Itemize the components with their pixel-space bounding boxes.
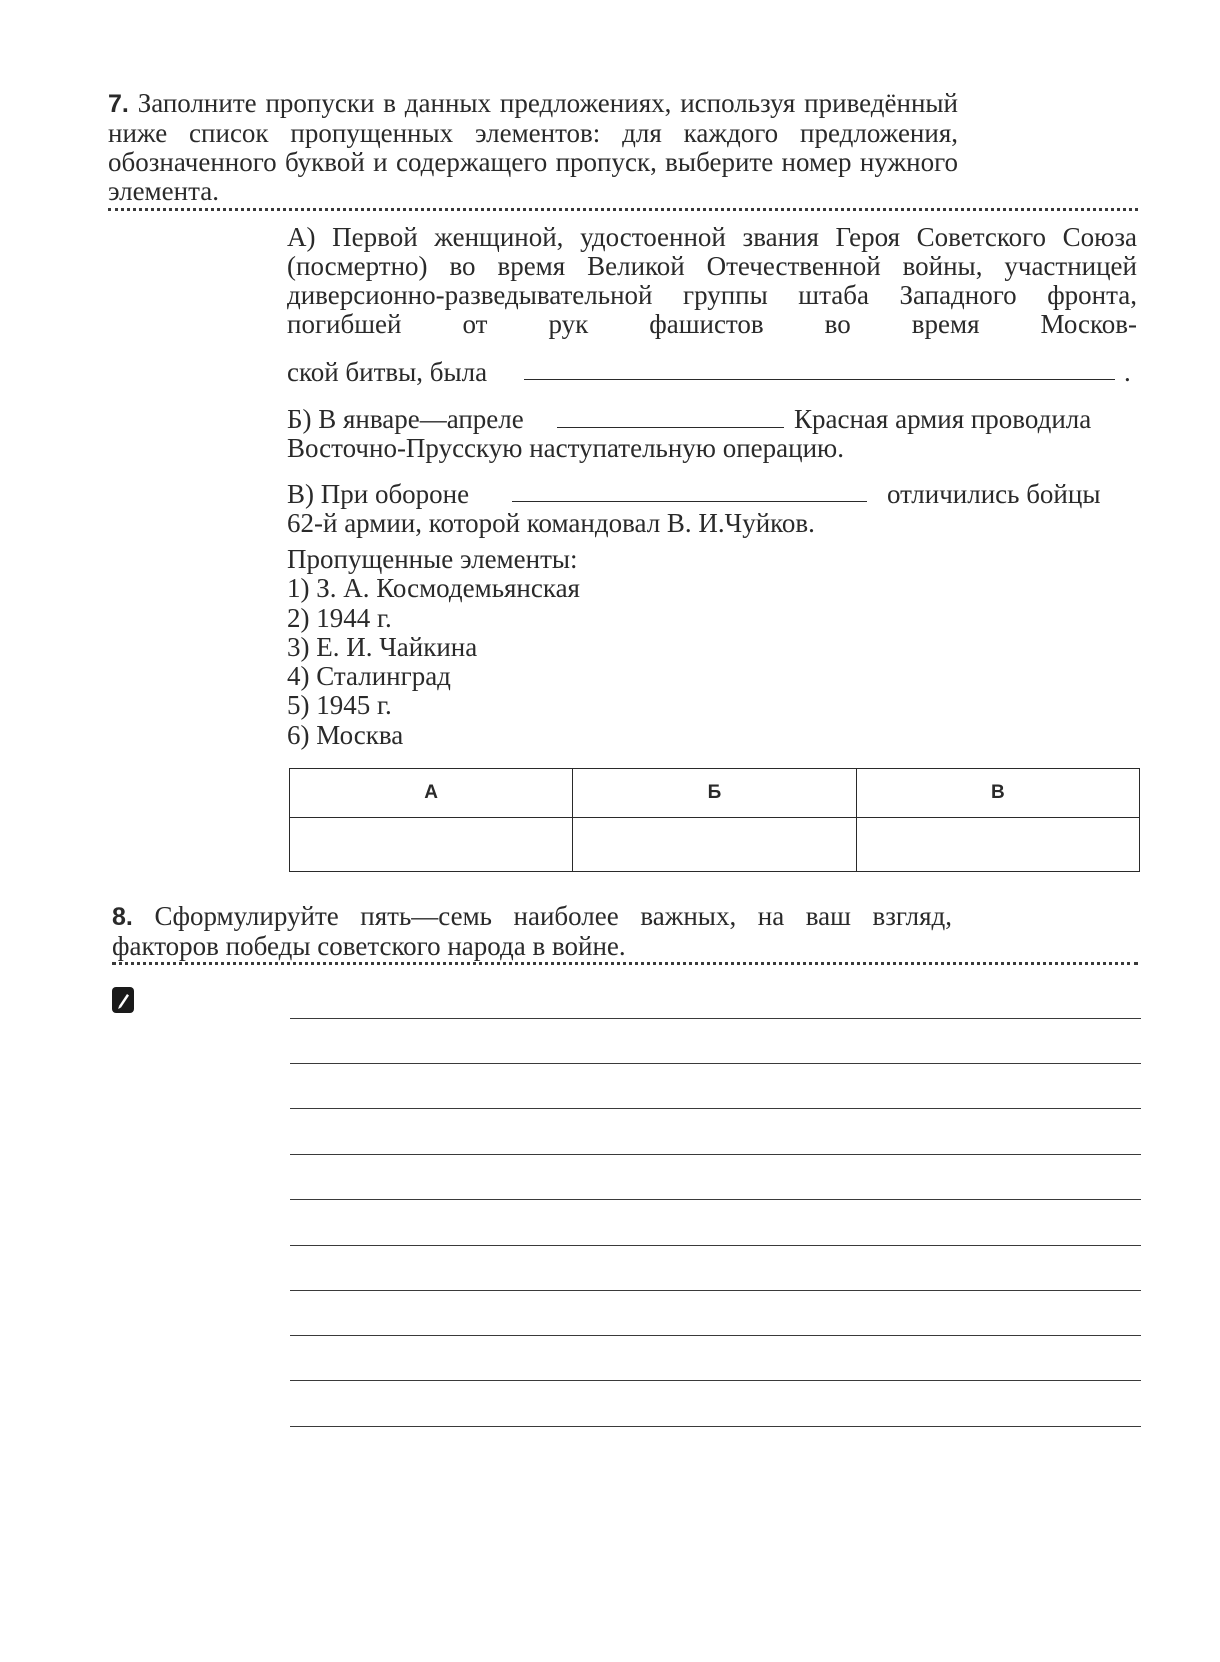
- answer-table: [289, 768, 1140, 872]
- answer-table-row: [290, 818, 1140, 872]
- sentence-c-before: В) При обороне: [287, 479, 470, 509]
- list-item: 3) Е. И. Чайкина: [287, 631, 478, 662]
- list-item: 2) 1944 г.: [287, 602, 392, 633]
- answer-blank-a[interactable]: [524, 379, 1115, 380]
- answer-table-header: [290, 769, 1140, 818]
- column-header-a: А: [290, 769, 573, 818]
- pen-icon: [112, 987, 134, 1013]
- answer-line[interactable]: [290, 1426, 1141, 1427]
- task-8-text: Сформулируйте пять—семь наиболее важных, на ваш взгляд, факторов победы советского народа в войне.: [112, 901, 952, 961]
- sentence-c-line2: 62-й армии, которой командовал В. И.Чуйков.: [287, 508, 815, 538]
- sentence-a-continuation: ской битвы, была: [287, 357, 488, 387]
- answer-blank-c[interactable]: [512, 501, 867, 502]
- sentence-b-line2: Восточно-Прусскую наступательную операцию.: [287, 433, 844, 463]
- column-header-b: Б: [573, 769, 856, 818]
- answer-line[interactable]: [290, 1290, 1141, 1291]
- task-8-divider: [112, 962, 1138, 965]
- answer-line[interactable]: [290, 1199, 1141, 1200]
- missing-elements-title: Пропущенные элементы:: [287, 544, 578, 574]
- task-7-text: Заполните пропуски в данных предложениях, используя приведённый ниже список пропущенных элементов: для каждого предложения, обозначенного буквой и содержащего пропуск, выберите номер нужного элемента.: [108, 88, 959, 206]
- task-7-divider: [108, 208, 1138, 211]
- task-7-number: 7.: [108, 90, 129, 118]
- task-7-instruction: [108, 89, 958, 206]
- answer-cell-c[interactable]: [856, 818, 1139, 872]
- task-8-instruction: [112, 902, 952, 961]
- answer-line[interactable]: [290, 1335, 1141, 1336]
- answer-line[interactable]: [290, 1245, 1141, 1246]
- list-item: 1) З. А. Космодемьянская: [287, 573, 580, 604]
- answer-line[interactable]: [290, 1063, 1141, 1064]
- sentence-b-before: Б) В январе—апреле: [287, 404, 524, 434]
- answer-cell-b[interactable]: [573, 818, 856, 872]
- sentence-b-after: Красная армия проводила: [794, 404, 1092, 434]
- list-item: 4) Сталинград: [287, 661, 451, 692]
- sentence-a: А) Первой женщиной, удостоенной звания Героя Советского Союза (посмертно) во время Великой Отечественной войны, участницей диверсионно-разведывательной группы штаба Западного фронта, погибшей от рук фашистов во время Москов-: [287, 222, 1137, 339]
- task-8-number: 8.: [112, 903, 133, 931]
- answer-line[interactable]: [290, 1108, 1141, 1109]
- answer-line[interactable]: [290, 1154, 1141, 1155]
- answer-line[interactable]: [290, 1380, 1141, 1381]
- sentence-a-end: .: [1124, 357, 1131, 387]
- list-item: 6) Москва: [287, 719, 404, 750]
- column-header-c: В: [856, 769, 1139, 818]
- list-item: 5) 1945 г.: [287, 690, 392, 721]
- sentence-c-after: отличились бойцы: [887, 479, 1101, 509]
- answer-line[interactable]: [290, 1018, 1141, 1019]
- missing-elements: [287, 545, 580, 750]
- answer-cell-a[interactable]: [290, 818, 573, 872]
- answer-blank-b[interactable]: [557, 427, 784, 428]
